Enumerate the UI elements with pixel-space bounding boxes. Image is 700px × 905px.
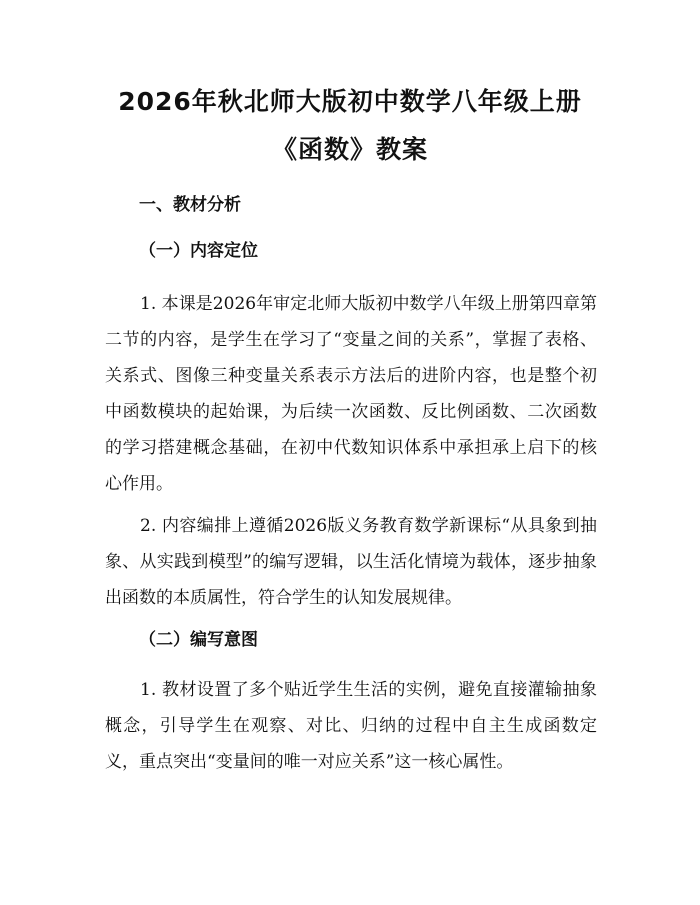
subsection-heading-writing-intention: （二）编写意图 [139, 630, 258, 650]
content-positioning-paragraph-1: 1. 本课是2026年审定北师大版初中数学八年级上册第四章第二节的内容，是学生在学习了“变量之间的关系”，掌握了表格、关系式、图像三种变量关系表示方法后的进阶内容，也是整个初中函数模块的起始课，为后续一次函数、反比例函数、二次函数的学习搭建概念基础，在初中代数知识体系中承担承上启下的核心作用。 [105, 294, 597, 494]
subsection-heading-content-positioning: （一）内容定位 [139, 241, 258, 261]
document-title: 2026年秋北师大版初中数学八年级上册《函数》教案 [118, 87, 582, 164]
section-heading-teaching-material-analysis: 一、教材分析 [139, 195, 241, 215]
content-positioning-paragraph-2: 2. 内容编排上遵循2026版义务教育数学新课标“从具象到抽象、从实践到模型”的编写逻辑，以生活化情境为载体，逐步抽象出函数的本质属性，符合学生的认知发展规律。 [105, 516, 597, 608]
writing-intention-paragraph-1: 1. 教材设置了多个贴近学生生活的实例，避免直接灌输抽象概念，引导学生在观察、对比、归纳的过程中自主生成函数定义，重点突出“变量间的唯一对应关系”这一核心属性。 [105, 680, 597, 772]
